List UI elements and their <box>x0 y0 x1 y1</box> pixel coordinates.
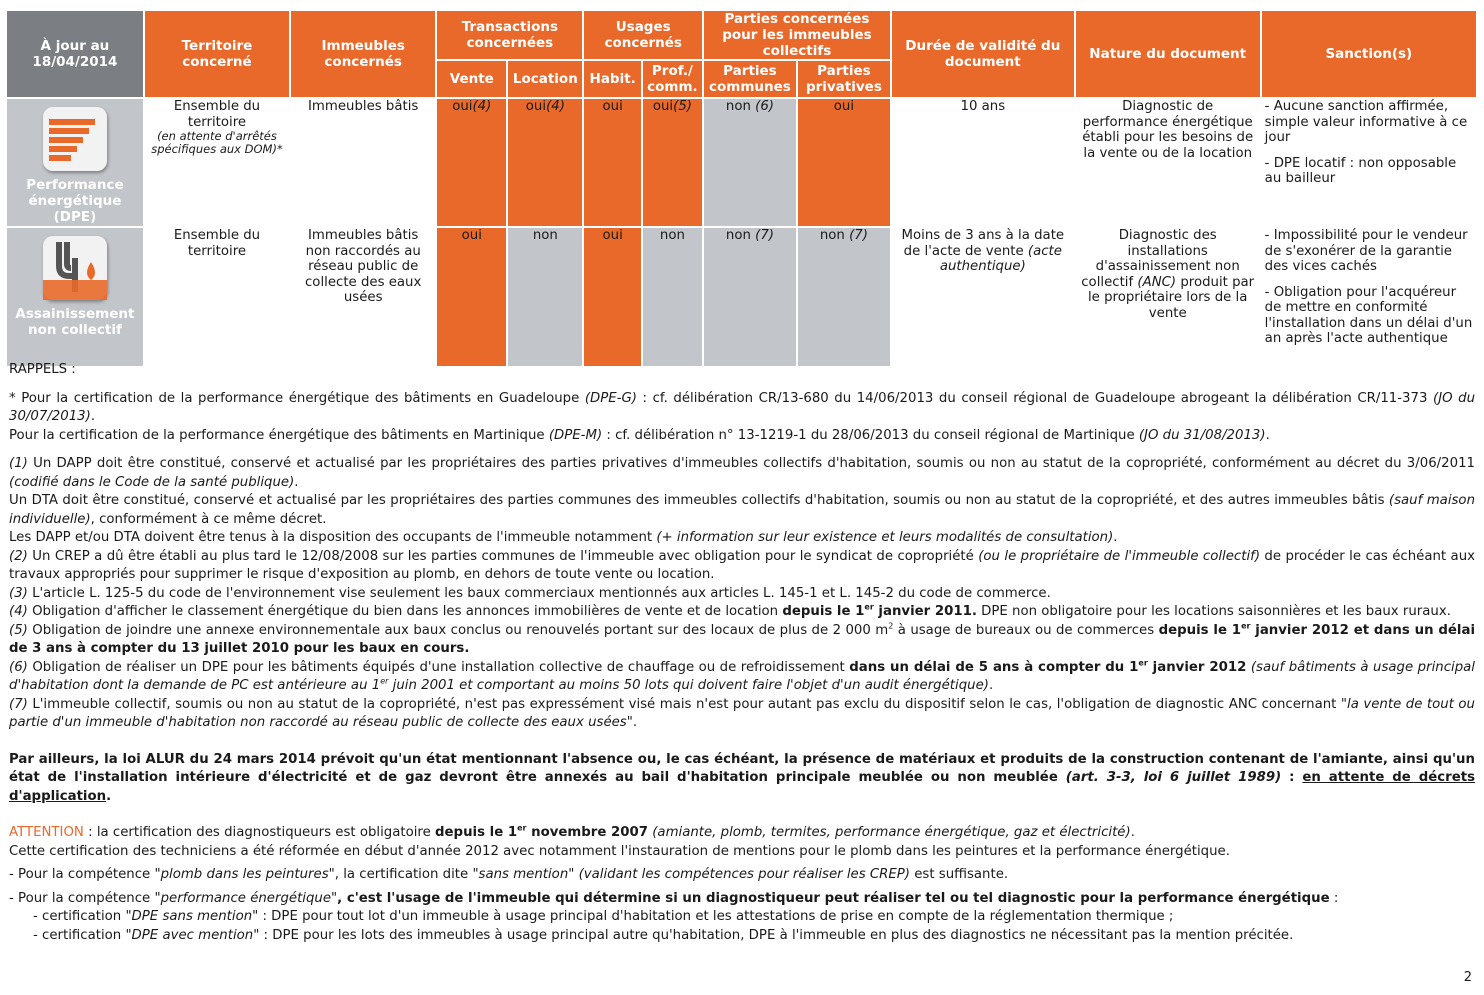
note-text: Pour la certification de la performance énergétique des bâtiments en Martinique <box>9 427 549 443</box>
header-parties: Parties concernées pour les immeubles collectifs <box>704 11 890 59</box>
note-italic: (sauf bâtiments à usage principal d'habitation dont la demande de PC est antérieure au 1 <box>9 659 1475 693</box>
note-text: Un DTA doit être constitué, conservé et actualisé par les propriétaires des parties communes des immeubles collectifs d'habitation, soumis ou non au statut de la copropriété, et des autres immeubles bâtis <box>9 493 1389 508</box>
note-text: DPE non obligatoire pour les locations saisonnières et les baux ruraux. <box>976 604 1451 619</box>
row-label-text: Performance énergétique (DPE) <box>26 177 124 225</box>
note-italic: "DPE sans mention" <box>125 909 259 924</box>
note-sup: er <box>380 676 389 686</box>
note-text: : la certification des diagnostiqueurs est obligatoire <box>83 825 436 840</box>
note-bold: . <box>106 788 112 804</box>
nature-text: Diagnostic des installations d'assainissement non collectif <box>1081 228 1240 290</box>
note-text: à usage de bureaux ou de commerces <box>893 622 1159 638</box>
cell-sanctions <box>1262 228 1476 366</box>
energy-rating-icon <box>43 107 107 171</box>
note-bold: novembre 2007 <box>526 825 648 840</box>
privatives-value: non <box>819 228 845 243</box>
note-number: (2) <box>9 548 28 564</box>
note-italic: "sans mention" (validant les compétences pour réaliser les CREP) <box>472 867 910 882</box>
note-dpe-sans <box>9 908 1475 927</box>
territoire-text: Ensemble du territoire <box>173 99 261 130</box>
note-text: - Pour la compétence <box>9 867 155 882</box>
header-habit: Habit. <box>584 61 640 97</box>
cell-location: non <box>508 228 582 366</box>
note-text: , la certification dite <box>334 867 473 882</box>
note-sup: er <box>1138 658 1148 668</box>
note-italic: juin 2001 et comportant au moins 50 lots qui doivent faire l'objet d'un audit énergétique) <box>388 678 989 693</box>
diagnostics-table <box>5 9 1478 368</box>
note-2 <box>9 548 1475 585</box>
note-certification: Cette certification des techniciens a été réformée en début d'année 2012 avec notamment l'instauration de mentions pour le plomb dans les peintures et la performance énergétique. <box>9 843 1230 859</box>
note-1 <box>9 455 1475 492</box>
note-bold: janvier 2012 <box>1147 659 1247 675</box>
note-4 <box>9 603 1475 622</box>
cell-nature <box>1076 228 1260 366</box>
vente-note: (4) <box>472 99 492 114</box>
note-text: - certification <box>33 909 126 924</box>
communes-note: (7) <box>755 228 774 243</box>
note-italic: (DPE-G) <box>584 390 637 406</box>
cell-prof <box>643 99 702 226</box>
note-martinique <box>9 427 1475 446</box>
territoire-note: (en attente d'arrêtés spécifiques aux DOM)* <box>151 129 283 156</box>
note-text: : DPE pour tout lot d'un immeuble à usage principal d'habitation et les attestations de prise en compte de la réglementation thermique ; <box>258 909 1174 924</box>
note-sup: er <box>864 602 874 612</box>
note-5 <box>9 622 1475 659</box>
communes-value: non <box>725 99 751 114</box>
note-text: - certification <box>33 927 126 943</box>
header-duree: Durée de validité du document <box>892 11 1074 97</box>
note-performance <box>9 890 1475 909</box>
rappels-title: RAPPELS : <box>9 362 76 377</box>
sanction-2: - Obligation pour l'acquéreur de mettre en conformité l'installation dans un délai d'un an après l'acte authentique <box>1264 284 1473 346</box>
note-guadeloupe <box>9 390 1475 427</box>
sanction-2: - DPE locatif : non opposable au bailleur <box>1264 155 1457 186</box>
communes-note: (6) <box>755 99 774 114</box>
note-italic: (+ information sur leur existence et leurs modalités de consultation) <box>656 530 1114 545</box>
note-text: Obligation d'afficher le classement énergétique du bien dans les annonces immobilières de vente et de location <box>27 604 783 619</box>
note-bold: Par ailleurs, la loi ALUR du 24 mars 2014 prévoit qu'un état mentionnant l'absence ou, le cas échéant, la présence de matériaux et produits de la construction contenant de l'amiante, ainsi qu'un état de l'installation intérieure d'électricité et de gaz devront être annexés au bail d'habitation principale meublée ou non meublée <box>9 751 1475 785</box>
note-italic: (JO du 30/07/2013) <box>9 390 1475 424</box>
prof-note: (5) <box>673 99 692 114</box>
cell-privatives: oui <box>798 99 890 226</box>
note-text: , conformément à ce même décret. <box>90 511 327 527</box>
header-date: À jour au 18/04/2014 <box>7 11 143 97</box>
note-italic: (DPE-M) <box>548 427 603 443</box>
cell-duree: 10 ans <box>892 99 1074 226</box>
note-text: : <box>1329 890 1339 906</box>
location-note: (4) <box>546 99 565 114</box>
note-plomb <box>9 866 1475 885</box>
note-italic: "la vente de tout ou partie d'un immeuble d'habitation non raccordé au réseau public de collecte des eaux usées" <box>9 696 1475 730</box>
note-italic: "performance énergétique" <box>154 890 338 906</box>
header-usages: Usages concernés <box>584 11 702 59</box>
note-text: . <box>632 715 638 730</box>
note-number: (3) <box>9 585 28 601</box>
note-7 <box>9 696 1475 733</box>
note-sup: er <box>1241 621 1251 631</box>
note-1c <box>9 529 1475 548</box>
header-location: Location <box>508 61 582 97</box>
note-text: de procéder le cas échéant aux travaux appropriés pour supprimer le risque d'exposition au plomb, en dehors de toute vente ou location. <box>9 548 1475 582</box>
note-italic: (codifié dans le Code de la santé publique) <box>9 474 295 490</box>
note-italic: "DPE avec mention" <box>125 927 260 943</box>
duree-note: (acte authentique) <box>939 243 1062 274</box>
cell-vente <box>437 99 506 226</box>
cell-sanctions <box>1262 99 1476 226</box>
row-label-text: Assainissement non collectif <box>15 306 135 338</box>
cell-duree <box>892 228 1074 366</box>
header-territoire: Territoire concerné <box>145 11 289 97</box>
note-number: (1) <box>9 456 28 471</box>
note-text: - Pour la compétence <box>9 890 155 906</box>
note-bold: , c'est l'usage de l'immeuble qui détermine si un diagnostiqueur peut réaliser tel ou tel diagnostic pour la performance énergétique <box>337 890 1330 906</box>
note-bold-italic: (art. 3-3, loi 6 juillet 1989) <box>1065 770 1282 785</box>
note-text: : cf. délibération CR/13-680 du 14/06/2013 du conseil régional de Guadeloupe abrogeant la délibération CR/11-373 <box>636 390 1433 406</box>
note-bold: janvier 2011. <box>873 604 977 619</box>
vente-value: oui <box>452 99 473 114</box>
pipe-drop-icon <box>43 236 107 300</box>
note-text: : DPE pour les lots des immeubles à usage principal autre qu'habitation, DPE à l'immeuble en plus des diagnostics ne nécessitant pas la mention précitée. <box>259 927 1294 943</box>
note-bold: janvier 2012 et dans un délai de 3 ans à compter du 13 juillet 2010 pour les baux en cours. <box>9 622 1475 656</box>
notes-section <box>9 361 1475 945</box>
header-communes: Parties communes <box>704 61 796 97</box>
note-1b <box>9 492 1475 529</box>
cell-immeubles: Immeubles bâtis <box>291 99 435 226</box>
note-bold: dans un délai de 5 ans à compter du 1 <box>849 659 1139 675</box>
note-text: . <box>1265 427 1270 443</box>
note-text: . <box>1113 530 1118 545</box>
cell-habit: oui <box>584 99 640 226</box>
note-italic: (sauf maison individuelle) <box>9 493 1476 527</box>
note-bold: depuis le 1 <box>435 825 518 840</box>
note-sup: 2 <box>888 621 894 631</box>
note-italic: (amiante, plomb, termites, performance énergétique, gaz et électricité) <box>648 825 1131 840</box>
note-6 <box>9 659 1475 696</box>
header-nature: Nature du document <box>1076 11 1260 97</box>
cell-communes <box>704 228 796 366</box>
header-vente: Vente <box>437 61 506 97</box>
note-text: est suffisante. <box>910 867 1009 882</box>
note-number: (6) <box>9 659 28 675</box>
location-value: oui <box>525 99 547 114</box>
note-italic: (JO du 31/08/2013) <box>1138 427 1266 443</box>
note-text: . <box>294 474 299 490</box>
note-text: Les DAPP et/ou DTA doivent être tenus à la disposition des occupants de l'immeuble notamment <box>9 530 657 545</box>
header-privatives: Parties privatives <box>798 61 890 97</box>
note-number: (7) <box>9 696 28 712</box>
note-text: L'article L. 125-5 du code de l'environnement vise seulement les baux commerciaux mentionnés aux articles L. 145-1 et L. 145-2 du code de commerce. <box>27 585 1051 601</box>
note-text: Un DAPP doit être constitué, conservé et actualisé par les propriétaires des parties privatives d'immeubles collectifs d'habitation, soumis ou non au statut de la copropriété, conformément au décret du 3/06/2011 <box>27 456 1475 471</box>
attention-label: ATTENTION <box>9 825 84 840</box>
note-italic: (ou le propriétaire de l'immeuble collectif) <box>978 548 1261 564</box>
header-immeubles: Immeubles concernés <box>291 11 435 97</box>
duree-text: Moins de 3 ans à la date de l'acte de vente <box>901 228 1065 259</box>
note-bold: : <box>1281 770 1303 785</box>
sanction-1: - Aucune sanction affirmée, simple valeur informative à ce jour <box>1264 99 1468 145</box>
note-attention <box>9 824 1475 843</box>
cell-vente: oui <box>437 228 506 366</box>
note-text: * Pour la certification de la performance énergétique des bâtiments en Guadeloupe <box>9 390 585 406</box>
note-dpe-avec <box>9 927 1475 946</box>
note-bold: depuis le 1 <box>782 604 865 619</box>
nature-abbr: (ANC) <box>1137 274 1177 290</box>
table-row <box>7 228 1476 366</box>
note-text: Obligation de réaliser un DPE pour les bâtiments équipés d'une installation collective de chauffage ou de refroidissement <box>27 659 850 675</box>
cell-habit: oui <box>584 228 640 366</box>
table-row <box>7 99 1476 226</box>
prof-value: oui <box>652 99 674 114</box>
header-transactions: Transactions concernées <box>437 11 582 59</box>
note-underline: en attente de décrets d'application <box>9 770 1475 804</box>
cell-prof: non <box>643 228 702 366</box>
note-text: Un CREP a dû être établi au plus tard le 12/08/2008 sur les parties communes de l'immeuble avec obligation pour le syndicat de copropriété <box>27 548 979 564</box>
note-text: . <box>1130 825 1135 840</box>
cell-territoire <box>145 99 289 226</box>
note-text: . <box>988 678 994 693</box>
row-label-anc <box>7 228 143 366</box>
cell-immeubles: Immeubles bâtis non raccordés au réseau public de collecte des eaux usées <box>291 228 435 366</box>
cell-communes <box>704 99 796 226</box>
cell-location <box>508 99 582 226</box>
privatives-note: (7) <box>849 228 868 243</box>
note-number: (4) <box>9 604 28 619</box>
cell-privatives <box>798 228 890 366</box>
note-sup: er <box>517 823 527 833</box>
note-italic: "plomb dans les peintures" <box>154 867 335 882</box>
communes-value: non <box>725 228 751 243</box>
header-prof: Prof./ comm. <box>643 61 702 97</box>
note-number: (5) <box>9 622 28 638</box>
sanction-1: - Impossibilité pour le vendeur de s'exonérer de la garantie des vices cachés <box>1264 228 1468 274</box>
note-text: : cf. délibération n° 13-1219-1 du 28/06/2013 du conseil régional de Martinique <box>602 427 1139 443</box>
note-text: Obligation de joindre une annexe environnementale aux baux conclus ou renouvelés portant sur des locaux de plus de 2 000 m <box>27 622 889 638</box>
note-text: . <box>90 409 96 424</box>
header-sanctions: Sanction(s) <box>1262 11 1476 97</box>
cell-territoire: Ensemble du territoire <box>145 228 289 366</box>
note-3 <box>9 585 1475 604</box>
note-text: L'immeuble collectif, soumis ou non au statut de la copropriété, n'est pas expressément visé mais n'est pour autant pas exclu du dispositif selon le cas, l'obligation de diagnostic ANC concernant <box>27 696 1341 712</box>
note-alur <box>9 751 1475 807</box>
note-bold: depuis le 1 <box>1158 622 1242 638</box>
nature-text-end: produit par le propriétaire lors de la vente <box>1087 274 1255 321</box>
row-label-dpe <box>7 99 143 226</box>
page-number: 2 <box>1463 970 1472 985</box>
cell-nature: Diagnostic de performance énergétique établi pour les besoins de la vente ou de la location <box>1076 99 1260 226</box>
